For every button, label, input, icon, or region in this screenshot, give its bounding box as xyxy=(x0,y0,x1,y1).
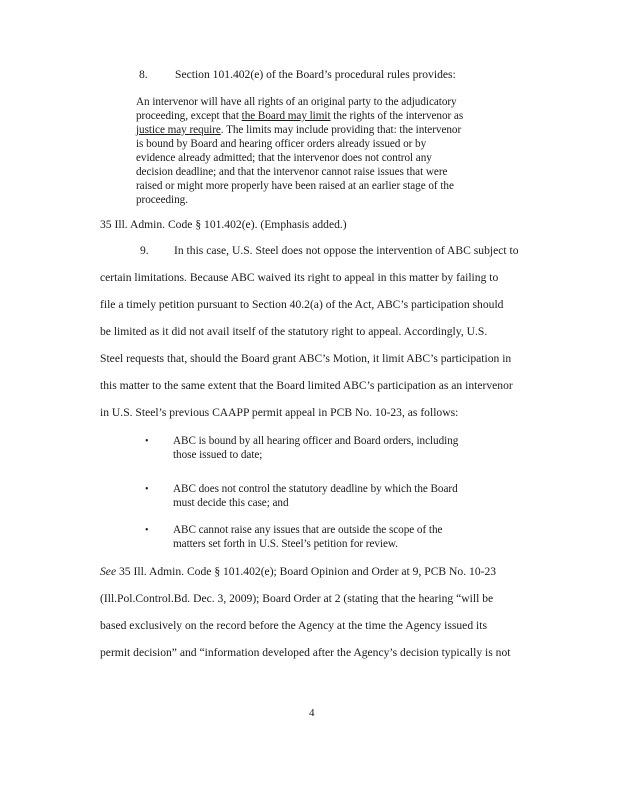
quote-line-7: raised or might more properly have been raised at an earlier stage of the xyxy=(136,180,454,192)
emphasis-justice-may-require: justice may require xyxy=(136,124,221,136)
bullet-marker: • xyxy=(145,436,149,447)
para9-line-5: Steel requests that, should the Board grant ABC’s Motion, it limit ABC’s participation in xyxy=(100,352,512,365)
para9-number: 9. xyxy=(140,244,149,257)
quote-line-5: evidence already admitted; that the intervenor does not control any xyxy=(136,152,432,164)
para9-line-4: be limited as it did not avail itself of the statutory right to appeal. Accordingly, U.S. xyxy=(100,325,488,338)
bullet-2-line-1: ABC does not control the statutory deadline by which the Board xyxy=(173,483,458,495)
bullet-1-line-2: those issued to date; xyxy=(173,449,263,461)
para8-text: Section 101.402(e) of the Board’s procedural rules provides: xyxy=(175,68,456,81)
bullet-1-line-1: ABC is bound by all hearing officer and Board orders, including xyxy=(173,435,459,447)
quote-line-3: justice may require. The limits may include providing that: the intervenor xyxy=(136,124,462,136)
bullet-marker: • xyxy=(145,525,149,536)
quote-line-8: proceeding. xyxy=(136,194,188,206)
page-number: 4 xyxy=(309,707,315,719)
closing-line-3: based exclusively on the record before the Agency at the time the Agency issued its xyxy=(100,619,487,632)
bullet-2-line-2: must decide this case; and xyxy=(173,497,289,509)
quote-line-1: An intervenor will have all rights of an original party to the adjudicatory xyxy=(136,96,457,108)
emphasis-board-may-limit: the Board may limit xyxy=(241,110,331,122)
quote-line-2: proceeding, except that the Board may limit the rights of the intervenor as xyxy=(136,110,464,122)
closing-line-1: See 35 Ill. Admin. Code § 101.402(e); Board Opinion and Order at 9, PCB No. 10-23 xyxy=(100,565,497,578)
para9-line-6: this matter to the same extent that the Board limited ABC’s participation as an intervenor xyxy=(100,379,513,392)
bullet-3-line-2: matters set forth in U.S. Steel’s petition for review. xyxy=(173,538,398,550)
para9-line-1: In this case, U.S. Steel does not oppose the intervention of ABC subject to xyxy=(174,244,519,257)
closing-line-4: permit decision” and “information developed after the Agency’s decision typically is not xyxy=(100,646,511,659)
para9-line-7: in U.S. Steel’s previous CAAPP permit appeal in PCB No. 10-23, as follows: xyxy=(100,406,459,419)
bullet-3-line-1: ABC cannot raise any issues that are outside the scope of the xyxy=(173,524,443,536)
closing-line-2: (Ill.Pol.Control.Bd. Dec. 3, 2009); Board Order at 2 (stating that the hearing “will be xyxy=(100,592,494,605)
bullet-marker: • xyxy=(145,484,149,495)
quote-line-6: decision deadline; and that the intervenor cannot raise issues that were xyxy=(136,166,448,178)
citation: 35 Ill. Admin. Code § 101.402(e). (Emphasis added.) xyxy=(100,218,347,231)
para8-number: 8. xyxy=(139,68,148,81)
quote-line-4: is bound by Board and hearing officer orders already issued or by xyxy=(136,138,427,150)
para9-line-3: file a timely petition pursuant to Section 40.2(a) of the Act, ABC’s participation should xyxy=(100,298,504,311)
para9-line-2: certain limitations. Because ABC waived its right to appeal in this matter by failing to xyxy=(100,271,499,284)
